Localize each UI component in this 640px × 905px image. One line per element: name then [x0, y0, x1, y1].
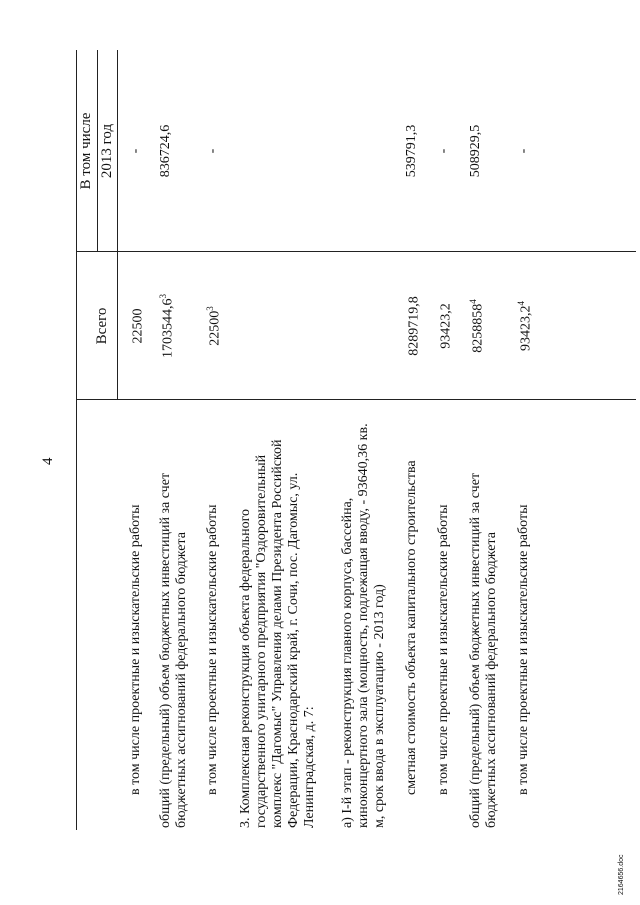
row-year: 539791,3	[404, 124, 419, 178]
row-label: в том числе проектные и изыскательские работы	[436, 504, 451, 795]
row-label: в том числе проектные и изыскательские работы	[128, 504, 143, 795]
header-bottom-rule	[117, 50, 118, 400]
page-number: 4	[40, 457, 56, 465]
row-year: -	[516, 148, 531, 154]
row-year: -	[205, 148, 220, 154]
subheader-rule	[97, 50, 98, 252]
row-year: -	[128, 148, 143, 154]
header-including: В том числе	[78, 112, 94, 190]
row-total: 22500	[130, 308, 146, 344]
row-label: сметная стоимость объекта капитального строительства	[404, 460, 419, 795]
header-total: Всего	[94, 307, 110, 345]
header-year: 2013 год	[99, 123, 115, 179]
row-total: 93423,2$^4$	[516, 301, 534, 351]
row-label: в том числе проектные и изыскательские работы	[205, 504, 220, 795]
file-label: 2164656.doc	[618, 854, 625, 895]
row-total: 22500$^3$	[205, 306, 223, 346]
row-total: 93423,2	[438, 303, 454, 349]
row-total: 8289719,8	[406, 296, 422, 356]
row-label: 3. Комплексная реконструкция объекта федерального государственного унитарного предприятия "Оздоровительный комплекс "Дагомыс" Управления делами Президента Российской Федерации, Краснодарский край, г. Сочи, пос. Дагомыс, ул. Ленинградская, д. 7:	[238, 439, 317, 828]
row-total: 1703544,6$^3$	[158, 294, 176, 358]
table-top-rule	[76, 50, 77, 830]
row-year: -	[436, 148, 451, 154]
row-label: в том числе проектные и изыскательские работы	[516, 504, 531, 795]
row-label: общий (предельный) объем бюджетных инвестиций за счет бюджетных ассигнований федерального бюджета	[468, 472, 499, 828]
row-year: 508929,5	[468, 124, 483, 178]
row-label: общий (предельный) объем бюджетных инвестиций за счет бюджетных ассигнований федерального бюджета	[158, 472, 189, 828]
row-label: а) I-й этап - реконструкция главного корпуса, бассейна, киноконцертного зала (мощность, подлежащая вводу, - 93640,36 кв. м, срок ввода в эксплуатацию - 2013 год)	[340, 423, 387, 828]
row-year: 836724,6	[158, 124, 173, 178]
row-total: 8258858$^4$	[468, 299, 486, 353]
